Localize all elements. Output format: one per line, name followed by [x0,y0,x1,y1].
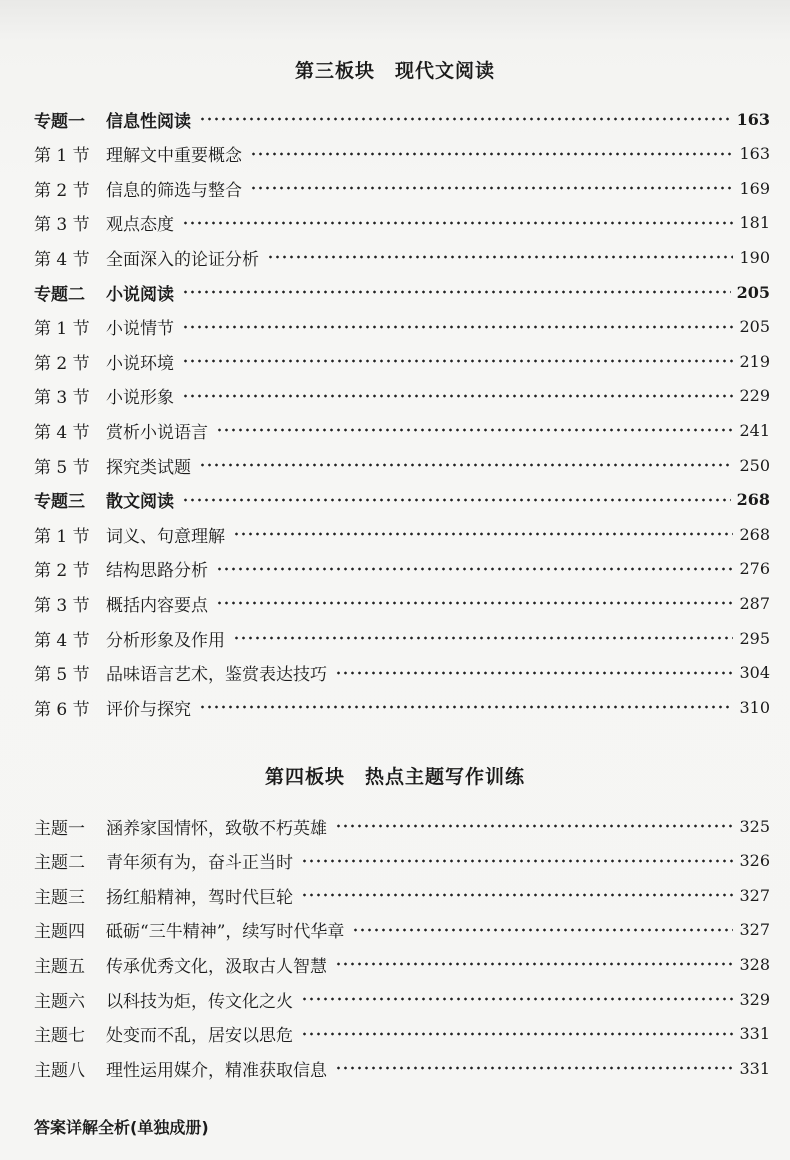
entry-label: 第 1 节 [34,319,90,340]
entry-label: 第 4 节 [34,249,90,270]
entry-label: 第 2 节 [34,353,90,374]
dot-leader [301,859,733,863]
entry-page-number: 331 [739,1024,770,1044]
dot-leader [335,671,733,675]
entry-page-number: 327 [739,920,770,940]
entry-page-number: 295 [739,628,770,648]
toc-entry-theme [34,1055,770,1081]
entry-label: 主题三 [34,887,85,908]
entry-title: 小说情节 [106,319,174,340]
toc-entry-theme [34,951,770,977]
toc-entry-section [34,556,770,582]
entry-label: 第 2 节 [34,561,90,582]
toc-entry-section [34,210,770,236]
entry-label: 专题一 [34,111,85,132]
toc-entry-section [34,590,770,616]
entry-page-number: 310 [739,697,770,717]
entry-label: 第 2 节 [34,180,90,201]
entry-page-number: 163 [736,109,770,129]
toc-entry-section [34,348,770,374]
toc-entry-theme [34,848,770,874]
entry-page-number: 304 [739,663,770,683]
dot-leader [250,186,733,190]
dot-leader [233,636,733,640]
entry-title: 结构思路分析 [106,561,208,582]
toc-entry-section [34,383,770,409]
dot-leader [301,1032,733,1036]
dot-leader [199,117,731,121]
dot-leader [182,394,733,398]
toc-entry-section [34,625,770,651]
entry-title: 品味语言艺术，鉴赏表达技巧 [106,665,327,686]
entry-title: 赏析小说语言 [106,422,208,443]
dot-leader [267,255,733,259]
entry-title: 理解文中重要概念 [106,146,242,167]
toc-entry-theme [34,882,770,908]
dot-leader [199,463,733,467]
dot-leader [182,325,733,329]
dot-leader [335,824,733,828]
toc-entry-theme [34,813,770,839]
entry-page-number: 169 [739,178,770,198]
entry-page-number: 326 [739,851,770,871]
entry-title: 传承优秀文化，汲取古人智慧 [106,956,327,977]
entry-label: 第 3 节 [34,215,90,236]
entry-title: 信息性阅读 [106,111,191,132]
entry-title: 小说环境 [106,353,174,374]
dot-leader [182,221,733,225]
entry-title: 词义、句意理解 [106,526,225,547]
entry-label: 主题二 [34,853,85,874]
entry-title: 分析形象及作用 [106,630,225,651]
entry-page-number: 329 [739,989,770,1009]
dot-leader [199,705,733,709]
entry-label: 专题三 [34,492,85,513]
entry-title: 以科技为炬，传文化之火 [106,991,293,1012]
entry-title: 概括内容要点 [106,595,208,616]
entry-title: 小说形象 [106,388,174,409]
entry-label: 主题四 [34,922,85,943]
toc-entry-topic [34,487,770,513]
entry-page-number: 190 [739,247,770,267]
entry-title: 评价与探究 [106,699,191,720]
dot-leader [216,601,733,605]
entry-label: 第 5 节 [34,665,90,686]
dot-leader [250,152,733,156]
dot-leader [233,532,733,536]
dot-leader [182,290,731,294]
entry-label: 主题八 [34,1060,85,1081]
dot-leader [216,567,733,571]
entry-page-number: 205 [739,317,770,337]
entry-title: 探究类试题 [106,457,191,478]
toc-entry-section [34,694,770,720]
entry-label: 第 6 节 [34,699,90,720]
toc-entry-topic [34,279,770,305]
entry-title: 涵养家国情怀，致敬不朽英雄 [106,818,327,839]
dot-leader [216,428,733,432]
entry-label: 第 4 节 [34,422,90,443]
entry-title: 全面深入的论证分析 [106,249,259,270]
entry-title: 理性运用媒介，精准获取信息 [106,1060,327,1081]
toc-entry-theme [34,1021,770,1047]
dot-leader [352,928,733,932]
entry-page-number: 268 [736,490,770,510]
entry-page-number: 250 [739,455,770,475]
entry-page-number: 276 [739,559,770,579]
block3-title: 第三板块 现代文阅读 [294,60,495,82]
toc-entry-section [34,175,770,201]
toc-entry-section [34,244,770,270]
entry-label: 主题五 [34,956,85,977]
entry-page-number: 241 [739,420,770,440]
entry-page-number: 287 [739,593,770,613]
entry-page-number: 163 [739,144,770,164]
entry-label: 第 1 节 [34,526,90,547]
entry-title: 扬红船精神，驾时代巨轮 [106,887,293,908]
entry-page-number: 181 [739,213,770,233]
entry-label: 第 1 节 [34,146,90,167]
entry-title: 信息的筛选与整合 [106,180,242,201]
entry-title: 小说阅读 [106,284,174,305]
entry-page-number: 327 [739,885,770,905]
block4-title: 第四板块 热点主题写作训练 [264,766,525,788]
entry-label: 专题二 [34,284,85,305]
entry-label: 主题一 [34,818,85,839]
entry-page-number: 219 [739,351,770,371]
answer-key-note: 答案详解全析(单独成册) [34,1118,209,1137]
entry-label: 第 5 节 [34,457,90,478]
entry-title: 观点态度 [106,215,174,236]
dot-leader [335,1066,733,1070]
entry-page-number: 331 [739,1058,770,1078]
entry-page-number: 205 [736,282,770,302]
entry-page-number: 325 [739,816,770,836]
entry-title: 处变而不乱，居安以思危 [106,1026,293,1047]
entry-label: 第 4 节 [34,630,90,651]
entry-page-number: 229 [739,386,770,406]
entry-title: 青年须有为，奋斗正当时 [106,853,293,874]
entry-label: 主题六 [34,991,85,1012]
entry-label: 第 3 节 [34,595,90,616]
toc-entry-section [34,660,770,686]
toc-entry-section [34,141,770,167]
toc-entry-section [34,314,770,340]
entry-title: 砥砺“三牛精神”，续写时代华章 [106,922,345,943]
dot-leader [335,962,733,966]
toc-entry-topic [34,106,770,132]
dot-leader [301,893,733,897]
dot-leader [301,997,733,1001]
entry-label: 主题七 [34,1026,85,1047]
toc-entry-theme [34,986,770,1012]
toc-entry-section [34,521,770,547]
entry-page-number: 268 [739,524,770,544]
toc-entry-section [34,452,770,478]
toc-entry-section [34,417,770,443]
dot-leader [182,359,733,363]
entry-title: 散文阅读 [106,492,174,513]
entry-label: 第 3 节 [34,388,90,409]
entry-page-number: 328 [739,954,770,974]
dot-leader [182,498,731,502]
toc-entry-theme [34,917,770,943]
